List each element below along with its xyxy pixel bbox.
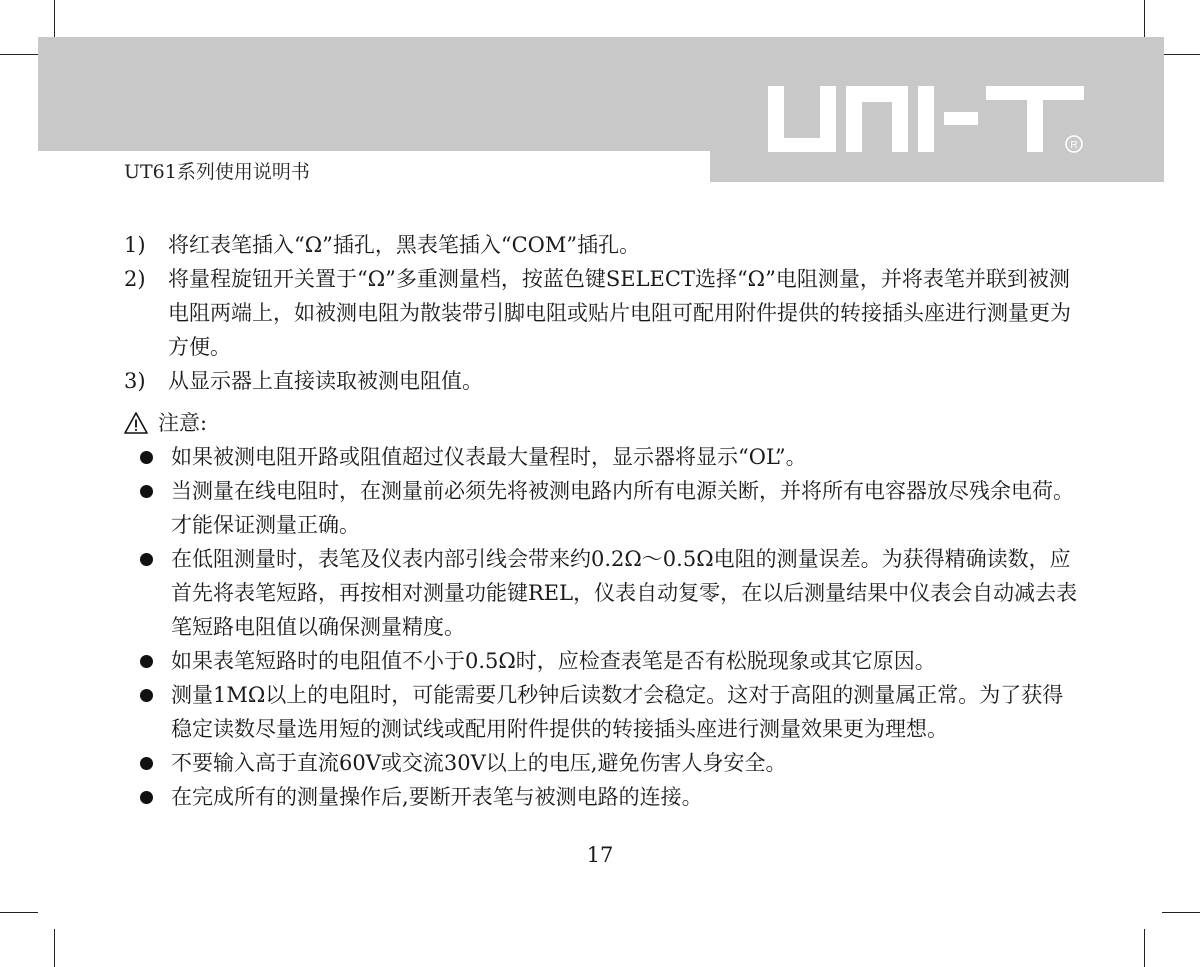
step-number: 3) (124, 369, 146, 393)
note-item (124, 440, 1084, 474)
note-list (124, 440, 1084, 814)
crop-mark (1144, 0, 1145, 38)
bullet-icon (140, 655, 153, 668)
crop-mark (1144, 929, 1145, 967)
note-item (124, 474, 1084, 542)
uni-t-logo (768, 86, 1088, 158)
step-text: 将量程旋钮开关置于“Ω”多重测量档，按蓝色键SELECT选择“Ω”电阻测量，并将表笔并联到被测电阻两端上，如被测电阻为散装带引脚电阻或贴片电阻可配用附件提供的转接插头座进行测量更为方便。 (168, 267, 1071, 359)
step-text: 从显示器上直接读取被测电阻值。 (168, 369, 483, 393)
note-item (124, 780, 1084, 814)
instruction-content (124, 228, 1084, 814)
note-text: 在完成所有的测量操作后,要断开表笔与被测电路的连接。 (171, 785, 703, 809)
bullet-icon (140, 553, 153, 566)
note-text: 不要输入高于直流60V或交流30V以上的电压,避免伤害人身安全。 (171, 751, 787, 775)
crop-mark (1162, 912, 1200, 913)
doc-title: UT61系列使用说明书 (124, 161, 310, 183)
svg-text:R: R (1070, 140, 1078, 151)
crop-mark (0, 912, 38, 913)
note-text: 在低阻测量时，表笔及仪表内部引线会带来约0.2Ω～0.5Ω电阻的测量误差。为获得精确读数，应首先将表笔短路，再按相对测量功能键REL，仪表自动复零，在以后测量结果中仪表会自动减去表笔短路电阻值以确保测量精度。 (171, 547, 1078, 639)
crop-mark (54, 929, 55, 967)
bullet-icon (140, 689, 153, 702)
step-item (124, 262, 1084, 364)
bullet-icon (140, 485, 153, 498)
note-text: 当测量在线电阻时，在测量前必须先将被测电路内所有电源关断，并将所有电容器放尽残余电荷。才能保证测量正确。 (171, 479, 1074, 537)
step-item (124, 364, 1084, 398)
step-number: 1) (124, 233, 146, 257)
note-item (124, 678, 1084, 746)
note-item (124, 644, 1084, 678)
note-text: 如果被测电阻开路或阻值超过仪表最大量程时，显示器将显示“OL”。 (171, 445, 807, 469)
warning-icon (124, 412, 148, 434)
crop-mark (0, 54, 38, 55)
note-text: 如果表笔短路时的电阻值不小于0.5Ω时，应检查表笔是否有松脱现象或其它原因。 (171, 649, 936, 673)
step-number: 2) (124, 267, 146, 291)
crop-mark (54, 0, 55, 38)
bullet-icon (140, 757, 153, 770)
step-text: 将红表笔插入“Ω”插孔，黑表笔插入“COM”插孔。 (168, 233, 641, 257)
step-item (124, 228, 1084, 262)
crop-mark (1162, 54, 1200, 55)
bullet-icon (140, 451, 153, 464)
page-number: 17 (586, 843, 614, 867)
note-item (124, 746, 1084, 780)
note-text: 测量1MΩ以上的电阻时，可能需要几秒钟后读数才会稳定。这对于高阻的测量属正常。为了获得稳定读数尽量选用短的测试线或配用附件提供的转接插头座进行测量效果更为理想。 (171, 683, 1064, 741)
note-item (124, 542, 1084, 644)
note-heading-text: 注意: (158, 411, 208, 435)
bullet-icon (140, 791, 153, 804)
note-heading (124, 406, 1084, 440)
